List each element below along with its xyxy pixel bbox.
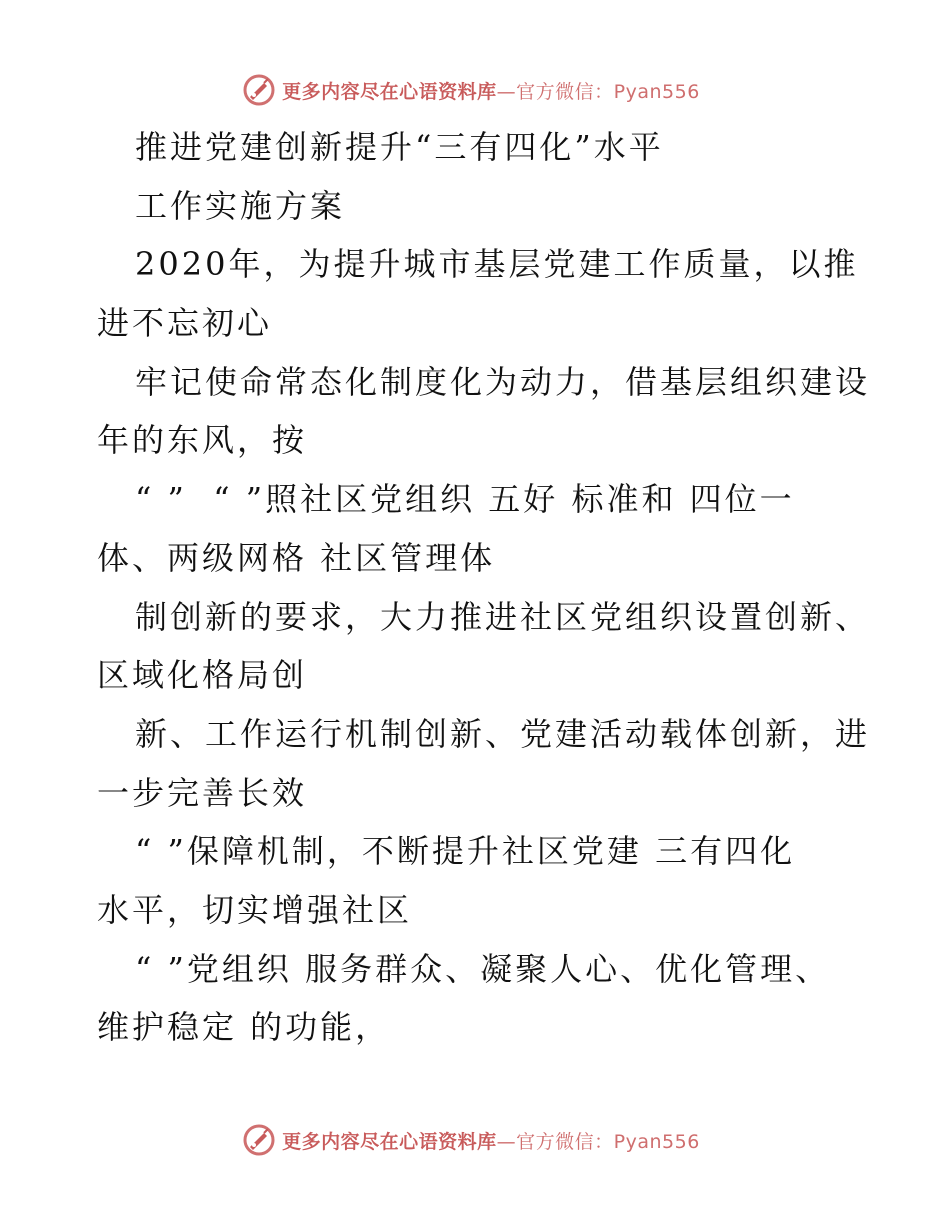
header-watermark (0, 70, 950, 110)
document-line: 工作实施方案 (135, 186, 346, 225)
watermark-text-bold: 更多内容尽在心语资料库 (282, 80, 497, 103)
watermark-text (282, 1127, 700, 1154)
footer-watermark (0, 1120, 950, 1160)
document-body (97, 118, 871, 1057)
document-line: 一步完善长效 (97, 773, 308, 812)
document-line: 水平，切实增强社区 (97, 890, 413, 929)
watermark-text (282, 77, 700, 104)
pen-swirl-logo-icon (242, 73, 276, 107)
document-line: 进不忘初心 (97, 304, 273, 343)
document-line: 新、工作运行机制创新、党建活动载体创新，进 (135, 714, 871, 753)
document-line: “ ”保障机制，不断提升社区党建 三有四化 (135, 832, 796, 871)
pen-swirl-logo-icon (242, 1123, 276, 1157)
watermark-text-rest: —官方微信：Pyan556 (496, 1130, 700, 1153)
document-line: 年的东风，按 (97, 421, 308, 460)
document-line: 维护稳定 的功能， (97, 1008, 391, 1047)
document-line: 区域化格局创 (97, 656, 308, 695)
document-line: 推进党建创新提升“三有四化”水平 (135, 128, 664, 166)
document-line: 制创新的要求，大力推进社区党组织设置创新、 (135, 597, 871, 636)
document-line: 牢记使命常态化制度化为动力，借基层组织建设 (135, 362, 871, 401)
document-line: “ ” “ ”照社区党组织 五好 标准和 四位一 (135, 480, 795, 519)
document-line: 体、两级网格 社区管理体 (97, 538, 496, 577)
watermark-text-rest: —官方微信：Pyan556 (496, 80, 700, 103)
document-line: “ ”党组织 服务群众、凝聚人心、优化管理、 (135, 949, 831, 988)
watermark-text-bold: 更多内容尽在心语资料库 (282, 1130, 497, 1153)
document-line: 2020年，为提升城市基层党建工作质量，以推 (135, 245, 859, 284)
